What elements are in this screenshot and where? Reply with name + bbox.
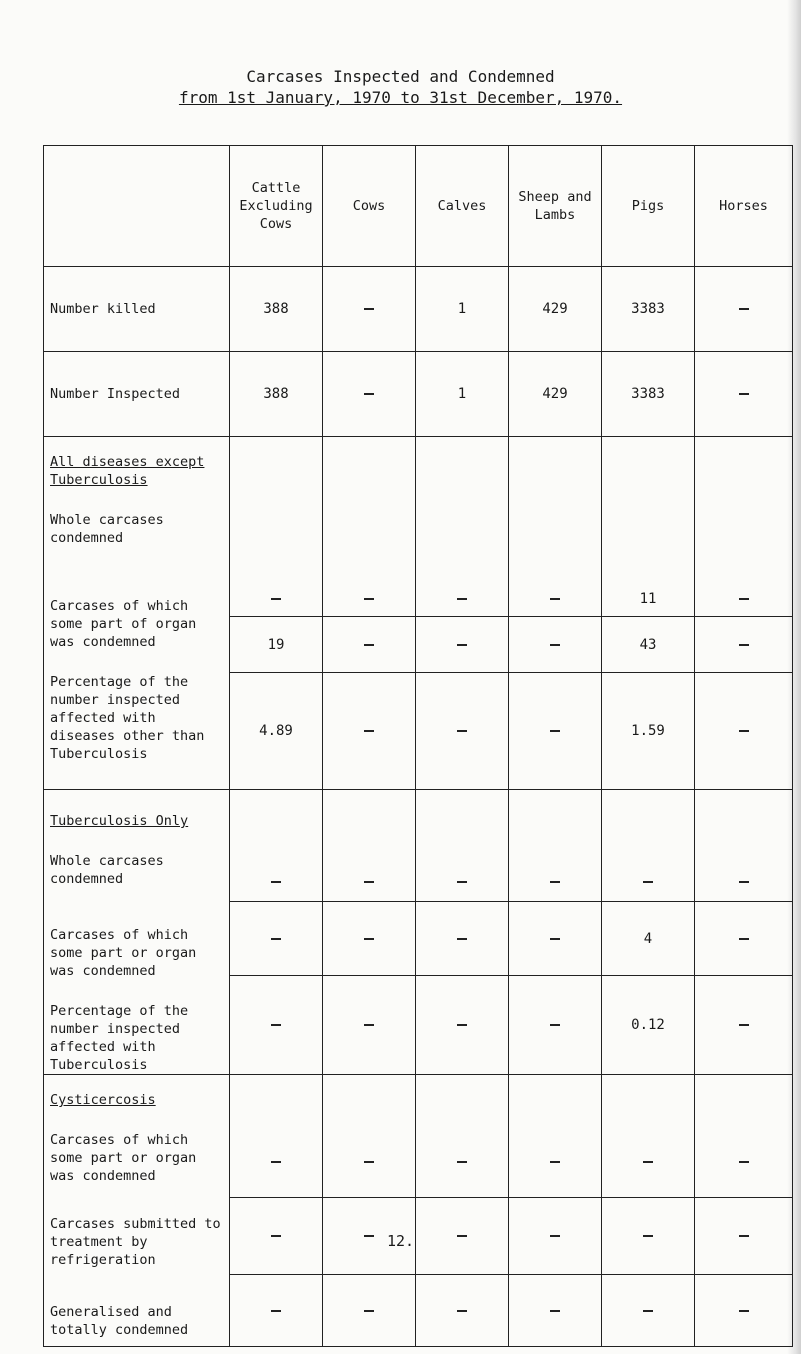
row-tb-whole bbox=[44, 790, 793, 902]
cell bbox=[695, 790, 793, 902]
cell: 388 bbox=[230, 352, 323, 437]
cell: 429 bbox=[509, 352, 602, 437]
page-number: 12. bbox=[386, 1232, 415, 1250]
cell: 429 bbox=[509, 267, 602, 352]
section-heading: Tuberculosis Only bbox=[50, 813, 189, 829]
cell bbox=[416, 1075, 509, 1198]
cell bbox=[230, 902, 323, 976]
cell bbox=[695, 437, 793, 617]
nil-dash bbox=[550, 1024, 560, 1026]
carcases-table bbox=[43, 145, 793, 1347]
nil-dash bbox=[271, 938, 281, 940]
row-cyst-part bbox=[44, 1075, 793, 1198]
nil-dash bbox=[364, 1161, 374, 1163]
cell bbox=[230, 1075, 323, 1198]
cell bbox=[323, 902, 416, 976]
nil-dash bbox=[271, 881, 281, 883]
section-heading: Cysticercosis bbox=[50, 1092, 156, 1108]
cell bbox=[695, 617, 793, 673]
cell bbox=[323, 267, 416, 352]
nil-dash bbox=[643, 1161, 653, 1163]
nil-dash bbox=[550, 1161, 560, 1163]
row-number-inspected bbox=[44, 352, 793, 437]
nil-dash bbox=[739, 1024, 749, 1026]
cell bbox=[230, 1275, 323, 1347]
cell: 3383 bbox=[602, 352, 695, 437]
row-label: Number Inspected bbox=[44, 352, 230, 437]
cell: 1 bbox=[416, 352, 509, 437]
row-label: Number killed bbox=[44, 267, 230, 352]
nil-dash bbox=[364, 308, 374, 310]
nil-dash bbox=[739, 308, 749, 310]
row-all-diseases-whole bbox=[44, 437, 793, 617]
cell: 388 bbox=[230, 267, 323, 352]
cell bbox=[416, 1275, 509, 1347]
cell: 0.12 bbox=[602, 975, 695, 1074]
nil-dash bbox=[364, 1310, 374, 1312]
row-label: Carcases of which some part or organ was condemned bbox=[50, 927, 197, 979]
section-cysticercosis bbox=[44, 1075, 230, 1347]
nil-dash bbox=[364, 644, 374, 646]
cell bbox=[695, 267, 793, 352]
cell bbox=[323, 1075, 416, 1198]
nil-dash bbox=[364, 730, 374, 732]
cell bbox=[509, 617, 602, 673]
cell bbox=[509, 1275, 602, 1347]
column-header-cows: Cows bbox=[323, 146, 416, 267]
nil-dash bbox=[643, 881, 653, 883]
nil-dash bbox=[364, 598, 374, 600]
nil-dash bbox=[271, 1310, 281, 1312]
cell bbox=[416, 975, 509, 1074]
cell: 1.59 bbox=[602, 673, 695, 790]
nil-dash bbox=[364, 881, 374, 883]
nil-dash bbox=[457, 938, 467, 940]
nil-dash bbox=[457, 1310, 467, 1312]
cell bbox=[323, 673, 416, 790]
row-label: Carcases of which some part or organ was condemned bbox=[50, 1132, 197, 1184]
nil-dash bbox=[739, 938, 749, 940]
cell bbox=[323, 975, 416, 1074]
cell bbox=[416, 437, 509, 617]
row-number-killed bbox=[44, 267, 793, 352]
nil-dash bbox=[550, 1310, 560, 1312]
cell bbox=[230, 790, 323, 902]
column-header-horses: Horses bbox=[695, 146, 793, 267]
cell bbox=[323, 1275, 416, 1347]
title-line-1: Carcases Inspected and Condemned bbox=[246, 67, 555, 86]
cell bbox=[509, 790, 602, 902]
nil-dash bbox=[457, 730, 467, 732]
nil-dash bbox=[364, 393, 374, 395]
column-header-pigs: Pigs bbox=[602, 146, 695, 267]
cell bbox=[695, 902, 793, 976]
nil-dash bbox=[457, 644, 467, 646]
cell bbox=[509, 902, 602, 976]
nil-dash bbox=[550, 730, 560, 732]
nil-dash bbox=[271, 1161, 281, 1163]
nil-dash bbox=[457, 1161, 467, 1163]
cell bbox=[416, 673, 509, 790]
cell bbox=[323, 790, 416, 902]
title-line-2: from 1st January, 1970 to 31st December, 1970. bbox=[178, 88, 623, 107]
cell bbox=[602, 1275, 695, 1347]
cell bbox=[509, 673, 602, 790]
nil-dash bbox=[550, 598, 560, 600]
cell bbox=[695, 352, 793, 437]
row-label: Percentage of the number inspected affected with diseases other than Tuberculosis bbox=[50, 674, 205, 762]
nil-dash bbox=[739, 881, 749, 883]
header-row bbox=[44, 146, 793, 267]
cell bbox=[323, 437, 416, 617]
nil-dash bbox=[271, 598, 281, 600]
row-label: Carcases submitted to treatment by refrigeration bbox=[50, 1216, 221, 1268]
cell bbox=[695, 1075, 793, 1198]
cell bbox=[230, 975, 323, 1074]
cell bbox=[323, 617, 416, 673]
nil-dash bbox=[739, 598, 749, 600]
nil-dash bbox=[739, 393, 749, 395]
corner-cell bbox=[44, 146, 230, 267]
row-label: Whole carcases condemned bbox=[50, 512, 164, 546]
cell bbox=[416, 617, 509, 673]
nil-dash bbox=[643, 1310, 653, 1312]
cell bbox=[416, 902, 509, 976]
section-tuberculosis bbox=[44, 790, 230, 1075]
column-header-cattle: Cattle Excluding Cows bbox=[230, 146, 323, 267]
column-header-sheep: Sheep and Lambs bbox=[509, 146, 602, 267]
row-label: Generalised and totally condemned bbox=[50, 1304, 189, 1338]
cell bbox=[695, 673, 793, 790]
cell: 11 bbox=[602, 437, 695, 617]
cell: 19 bbox=[230, 617, 323, 673]
nil-dash bbox=[739, 730, 749, 732]
cell bbox=[230, 437, 323, 617]
cell bbox=[509, 437, 602, 617]
cell: 43 bbox=[602, 617, 695, 673]
section-all-diseases bbox=[44, 437, 230, 790]
cell: 3383 bbox=[602, 267, 695, 352]
title-block bbox=[0, 66, 801, 108]
cell bbox=[695, 1275, 793, 1347]
cell bbox=[416, 790, 509, 902]
cell: 4 bbox=[602, 902, 695, 976]
nil-dash bbox=[457, 1024, 467, 1026]
cell bbox=[509, 975, 602, 1074]
row-label: Whole carcases condemned bbox=[50, 853, 164, 887]
nil-dash bbox=[739, 644, 749, 646]
nil-dash bbox=[739, 1310, 749, 1312]
nil-dash bbox=[739, 1161, 749, 1163]
cell: 4.89 bbox=[230, 673, 323, 790]
column-header-calves: Calves bbox=[416, 146, 509, 267]
row-label: Percentage of the number inspected affected with Tuberculosis bbox=[50, 1003, 189, 1073]
nil-dash bbox=[550, 644, 560, 646]
row-label: Carcases of which some part of organ was condemned bbox=[50, 598, 197, 650]
nil-dash bbox=[271, 1024, 281, 1026]
nil-dash bbox=[364, 938, 374, 940]
cell: 1 bbox=[416, 267, 509, 352]
section-heading: All diseases except Tuberculosis bbox=[50, 454, 205, 488]
cell bbox=[323, 352, 416, 437]
nil-dash bbox=[364, 1024, 374, 1026]
cell bbox=[602, 1075, 695, 1198]
nil-dash bbox=[550, 881, 560, 883]
cell bbox=[695, 975, 793, 1074]
nil-dash bbox=[457, 598, 467, 600]
cell bbox=[602, 790, 695, 902]
nil-dash bbox=[550, 938, 560, 940]
nil-dash bbox=[457, 881, 467, 883]
cell bbox=[509, 1075, 602, 1198]
